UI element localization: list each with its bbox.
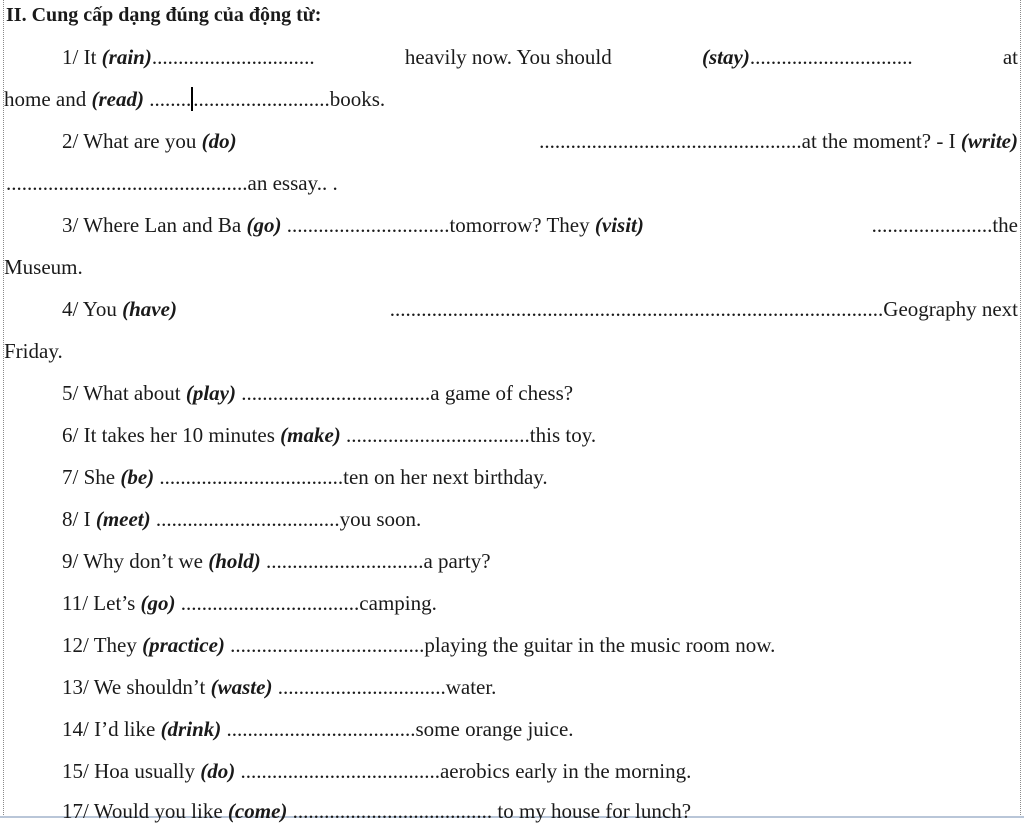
page-border-left bbox=[3, 0, 4, 815]
exercise-text: tomorrow? They bbox=[449, 213, 595, 237]
verb-hint: (read) bbox=[91, 87, 144, 111]
answer-blank[interactable]: ........ bbox=[143, 87, 192, 111]
verb-hint: (waste) bbox=[210, 675, 273, 699]
exercise-line-12 bbox=[62, 632, 1024, 658]
exercise-text: playing the guitar in the music room now. bbox=[424, 633, 776, 657]
verb-hint: (hold) bbox=[208, 549, 261, 573]
exercise-line-5 bbox=[62, 380, 1024, 406]
answer-blank[interactable]: ............................... bbox=[151, 45, 315, 69]
answer-blank[interactable]: .................................... bbox=[221, 717, 416, 741]
exercise-line-3-cont: Museum. bbox=[4, 255, 83, 279]
answer-blank[interactable]: ................................ bbox=[272, 675, 446, 699]
answer-blank[interactable]: .................................. bbox=[175, 591, 360, 615]
answer-blank[interactable]: .............................. bbox=[260, 549, 424, 573]
exercise-text: some orange juice. bbox=[415, 717, 574, 741]
exercise-text: 17/ Would you like bbox=[62, 799, 228, 823]
exercise-text: 2/ What are you bbox=[62, 129, 202, 153]
answer-blank[interactable]: .................................... bbox=[236, 381, 431, 405]
exercise-text: the bbox=[992, 213, 1018, 237]
answer-blank[interactable]: ....................... bbox=[871, 213, 993, 237]
exercise-line-13 bbox=[62, 674, 1024, 700]
exercise-line-2-cont bbox=[6, 170, 1024, 196]
exercise-text: 4/ You bbox=[62, 297, 123, 321]
exercise-text: 15/ Hoa usually bbox=[62, 759, 201, 783]
exercise-text: 3/ Where Lan and Ba bbox=[62, 213, 247, 237]
exercise-line-8 bbox=[62, 506, 1024, 532]
answer-blank[interactable]: ...................................... bbox=[287, 799, 493, 823]
exercise-text: to my house for lunch? bbox=[492, 799, 692, 823]
answer-blank[interactable]: .............................................. bbox=[6, 171, 248, 195]
verb-hint: (come) bbox=[227, 799, 288, 823]
exercise-text: 6/ It takes her 10 minutes bbox=[62, 423, 281, 447]
verb-hint: (make) bbox=[280, 423, 341, 447]
verb-hint: (play) bbox=[185, 381, 236, 405]
exercise-text: ten on her next birthday. bbox=[343, 465, 548, 489]
exercise-text: 14/ I’d like bbox=[62, 717, 161, 741]
exercise-line-1 bbox=[62, 44, 1018, 70]
exercise-text: 9/ Why don’t we bbox=[62, 549, 209, 573]
verb-hint: (write) bbox=[960, 129, 1018, 153]
exercise-line-14 bbox=[62, 716, 1024, 742]
exercise-line-11 bbox=[62, 590, 1024, 616]
verb-hint: (visit) bbox=[594, 213, 644, 237]
verb-hint: (meet) bbox=[95, 507, 151, 531]
exercise-text: 8/ I bbox=[62, 507, 96, 531]
exercise-text: 13/ We shouldn’t bbox=[62, 675, 211, 699]
exercise-line-7 bbox=[62, 464, 1024, 490]
exercise-text: you soon. bbox=[339, 507, 422, 531]
exercise-line-17 bbox=[62, 798, 1024, 823]
verb-hint: (stay) bbox=[702, 45, 750, 69]
verb-hint: (practice) bbox=[142, 633, 225, 657]
exercise-line-2 bbox=[62, 128, 1018, 154]
answer-blank[interactable]: ................................... bbox=[154, 465, 344, 489]
verb-hint: (drink) bbox=[160, 717, 222, 741]
exercise-text: home and bbox=[4, 87, 92, 111]
answer-blank[interactable]: ................................... bbox=[340, 423, 530, 447]
exercise-text: this toy. bbox=[529, 423, 597, 447]
verb-hint: (have) bbox=[122, 297, 177, 321]
answer-blank[interactable]: ................................... bbox=[150, 507, 340, 531]
verb-hint: (be) bbox=[120, 465, 155, 489]
exercise-line-6 bbox=[62, 422, 1024, 448]
answer-blank[interactable]: ..................................... bbox=[224, 633, 425, 657]
exercise-text: 7/ She bbox=[62, 465, 121, 489]
exercise-text: at the moment? - I bbox=[801, 129, 961, 153]
answer-blank[interactable]: .................................................. bbox=[539, 129, 802, 153]
verb-hint: (go) bbox=[246, 213, 282, 237]
answer-blank[interactable]: .......................... bbox=[193, 87, 330, 111]
exercise-line-9 bbox=[62, 548, 1024, 574]
exercise-text: heavily now. You should bbox=[404, 45, 612, 69]
exercise-text: 1/ It bbox=[62, 45, 102, 69]
exercise-text: books. bbox=[329, 87, 386, 111]
exercise-text: 5/ What about bbox=[62, 381, 186, 405]
answer-blank[interactable]: .............................................................................................. bbox=[389, 297, 884, 321]
exercise-line-1-cont bbox=[4, 86, 1024, 112]
exercise-text: at bbox=[1002, 45, 1018, 69]
exercise-text: 11/ Let’s bbox=[62, 591, 141, 615]
exercise-text: a party? bbox=[423, 549, 491, 573]
exercise-text: camping. bbox=[359, 591, 437, 615]
exercise-text: an essay.. . bbox=[247, 171, 338, 195]
verb-hint: (do) bbox=[200, 759, 236, 783]
exercise-line-4-cont: Friday. bbox=[4, 339, 63, 363]
exercise-line-15 bbox=[62, 758, 1024, 784]
exercise-text: aerobics early in the morning. bbox=[439, 759, 692, 783]
answer-blank[interactable]: ............................... bbox=[281, 213, 450, 237]
verb-hint: (do) bbox=[201, 129, 237, 153]
answer-blank[interactable]: ...................................... bbox=[235, 759, 440, 783]
exercise-text: Geography next bbox=[883, 297, 1018, 321]
exercise-text: 12/ They bbox=[62, 633, 143, 657]
answer-blank[interactable]: ............................... bbox=[749, 45, 913, 69]
verb-hint: (rain) bbox=[101, 45, 152, 69]
section-heading: II. Cung cấp dạng đúng của động từ: bbox=[6, 4, 322, 26]
exercise-text: a game of chess? bbox=[430, 381, 574, 405]
exercise-text: water. bbox=[445, 675, 497, 699]
verb-hint: (go) bbox=[140, 591, 176, 615]
exercise-line-3 bbox=[62, 212, 1018, 238]
exercise-line-4 bbox=[62, 296, 1018, 322]
